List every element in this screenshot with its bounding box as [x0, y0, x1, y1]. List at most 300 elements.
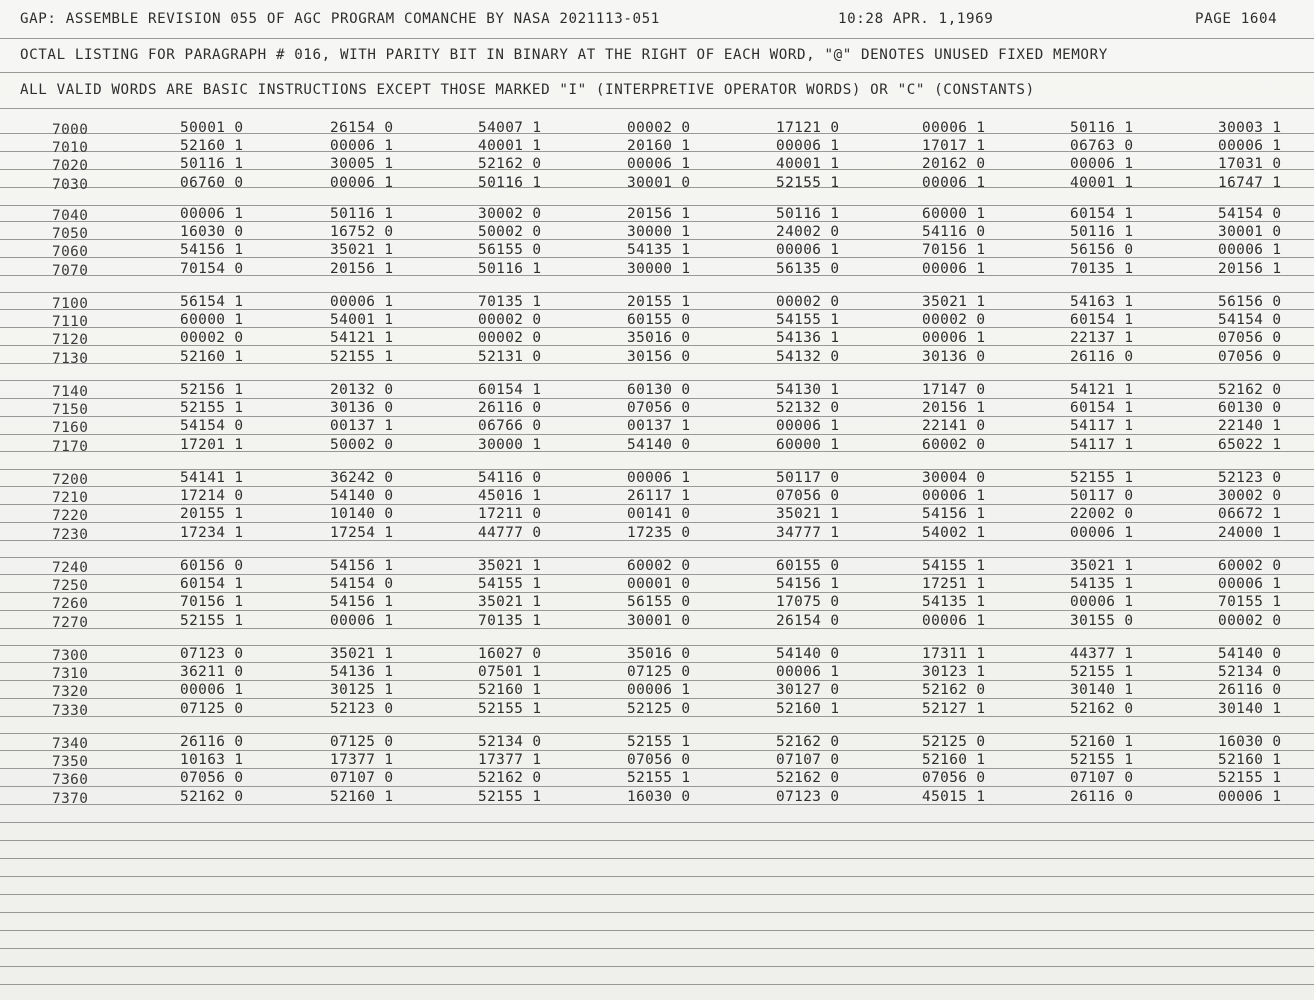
octal-word-cell: 20132 0 [330, 382, 394, 398]
octal-word-cell: 54116 0 [922, 224, 986, 241]
octal-word-cell: 40001 1 [776, 156, 840, 173]
octal-word-cell: 60154 1 [1070, 312, 1134, 329]
octal-word-cell: 60000 1 [180, 312, 244, 329]
octal-word-cell: 30140 1 [1070, 682, 1134, 699]
octal-word-cell: 50116 1 [330, 206, 394, 222]
table-row [0, 418, 1314, 436]
octal-word-cell: 26154 0 [330, 120, 394, 136]
octal-word-cell: 00002 0 [922, 312, 986, 329]
octal-word-cell: 50116 1 [180, 156, 244, 173]
octal-word-cell: 50116 1 [478, 174, 542, 191]
octal-word-cell: 22141 0 [922, 418, 986, 435]
octal-word-cell: 00002 0 [1218, 612, 1282, 629]
row-address: 7050 [52, 226, 89, 243]
octal-word-cell: 54156 1 [776, 576, 840, 593]
octal-word-cell: 40001 1 [478, 138, 542, 155]
octal-word-cell: 54121 1 [330, 330, 394, 347]
row-address: 7030 [52, 176, 89, 193]
octal-word-cell: 52160 1 [1218, 752, 1282, 769]
table-row [0, 646, 1314, 664]
octal-word-cell: 00006 1 [180, 206, 244, 222]
octal-word-cell: 00002 0 [478, 312, 542, 329]
octal-word-cell: 07107 0 [330, 770, 394, 787]
octal-word-cell: 30001 0 [1218, 224, 1282, 241]
octal-word-cell: 52160 1 [478, 682, 542, 699]
table-row [0, 525, 1314, 543]
octal-word-cell: 70154 0 [180, 260, 244, 277]
octal-word-cell: 54154 0 [1218, 312, 1282, 329]
octal-word-cell: 52155 1 [180, 612, 244, 629]
octal-word-cell: 60154 1 [478, 382, 542, 398]
octal-word-cell: 60155 0 [776, 558, 840, 574]
octal-word-cell: 00006 1 [922, 120, 986, 136]
octal-word-cell: 54121 1 [1070, 382, 1134, 398]
row-address: 7210 [52, 490, 89, 507]
octal-word-cell: 07123 0 [180, 646, 244, 662]
octal-word-cell: 00006 1 [627, 156, 691, 173]
row-address: 7060 [52, 244, 89, 261]
octal-word-cell: 52162 0 [1218, 382, 1282, 398]
octal-word-cell: 54156 1 [180, 242, 244, 259]
octal-word-cell: 06766 0 [478, 418, 542, 435]
table-row [0, 701, 1314, 719]
octal-word-cell: 30001 0 [627, 174, 691, 191]
table-row [0, 156, 1314, 174]
octal-word-cell: 54132 0 [776, 348, 840, 365]
octal-word-cell: 07107 0 [1070, 770, 1134, 787]
row-address: 7140 [52, 384, 89, 400]
octal-word-cell: 54007 1 [478, 120, 542, 136]
header-page-number: PAGE 1604 [1195, 11, 1278, 27]
octal-word-cell: 54116 0 [478, 470, 542, 486]
row-address: 7040 [52, 208, 89, 224]
octal-word-cell: 50002 0 [330, 436, 394, 453]
table-row [0, 206, 1314, 224]
octal-word-cell: 26116 0 [478, 400, 542, 417]
octal-word-cell: 00141 0 [627, 506, 691, 523]
octal-word-cell: 52127 1 [922, 700, 986, 717]
octal-word-cell: 00006 1 [922, 612, 986, 629]
octal-word-cell: 07125 0 [330, 734, 394, 750]
octal-word-cell: 52134 0 [478, 734, 542, 750]
octal-word-cell: 35016 0 [627, 646, 691, 662]
octal-word-cell: 00137 1 [330, 418, 394, 435]
row-address: 7010 [52, 140, 89, 157]
octal-word-cell: 52132 0 [776, 400, 840, 417]
octal-word-cell: 00006 1 [627, 682, 691, 699]
octal-word-cell: 17377 1 [330, 752, 394, 769]
octal-word-cell: 54135 1 [627, 242, 691, 259]
octal-word-cell: 52162 0 [922, 682, 986, 699]
octal-word-cell: 00006 1 [1070, 524, 1134, 541]
octal-word-cell: 54117 1 [1070, 418, 1134, 435]
octal-word-cell: 35021 1 [478, 594, 542, 611]
octal-word-cell: 60130 0 [627, 382, 691, 398]
octal-word-cell: 20155 1 [627, 294, 691, 310]
row-address: 7230 [52, 526, 89, 543]
octal-word-cell: 50116 1 [1070, 224, 1134, 241]
octal-word-cell: 07501 1 [478, 664, 542, 681]
octal-word-cell: 06760 0 [180, 174, 244, 191]
octal-word-cell: 60156 0 [180, 558, 244, 574]
octal-word-cell: 20160 1 [627, 138, 691, 155]
header-listing-description: OCTAL LISTING FOR PARAGRAPH # 016, WITH PARITY BIT IN BINARY AT THE RIGHT OF EACH WORD, "@" DENOTES UNUSED FIXED MEMORY [20, 47, 1108, 63]
octal-word-cell: 07125 0 [180, 700, 244, 717]
octal-word-cell: 00006 1 [330, 612, 394, 629]
octal-word-cell: 54156 1 [330, 594, 394, 611]
octal-word-cell: 54156 1 [330, 558, 394, 574]
table-row [0, 400, 1314, 418]
octal-word-cell: 40001 1 [1070, 174, 1134, 191]
octal-word-cell: 52125 0 [627, 700, 691, 717]
octal-word-cell: 45015 1 [922, 788, 986, 805]
octal-word-cell: 52162 0 [478, 770, 542, 787]
octal-word-cell: 00006 1 [922, 260, 986, 277]
octal-word-cell: 52155 1 [478, 788, 542, 805]
octal-word-cell: 54154 0 [1218, 206, 1282, 222]
octal-word-cell: 16030 0 [1218, 734, 1282, 750]
row-address: 7020 [52, 158, 89, 175]
table-row [0, 594, 1314, 612]
octal-word-cell: 30136 0 [330, 400, 394, 417]
octal-word-cell: 00006 1 [776, 664, 840, 681]
octal-word-cell: 54156 1 [922, 506, 986, 523]
octal-word-cell: 30004 0 [922, 470, 986, 486]
octal-word-cell: 35021 1 [776, 506, 840, 523]
octal-word-cell: 35021 1 [922, 294, 986, 310]
octal-word-cell: 52162 0 [1070, 700, 1134, 717]
octal-word-cell: 52162 0 [180, 788, 244, 805]
octal-word-cell: 50116 1 [776, 206, 840, 222]
octal-word-cell: 16030 0 [627, 788, 691, 805]
octal-word-cell: 54130 1 [776, 382, 840, 398]
octal-word-cell: 54140 0 [330, 488, 394, 505]
octal-word-cell: 20155 1 [180, 506, 244, 523]
octal-word-cell: 16747 1 [1218, 174, 1282, 191]
octal-word-cell: 54002 1 [922, 524, 986, 541]
octal-word-cell: 00006 1 [330, 138, 394, 155]
octal-word-cell: 56156 0 [1070, 242, 1134, 259]
octal-word-cell: 70135 1 [1070, 260, 1134, 277]
octal-word-cell: 30136 0 [922, 348, 986, 365]
table-row [0, 734, 1314, 752]
octal-word-cell: 17235 0 [627, 524, 691, 541]
octal-word-cell: 30002 0 [478, 206, 542, 222]
octal-word-cell: 54117 1 [1070, 436, 1134, 453]
octal-word-cell: 00006 1 [627, 470, 691, 486]
octal-word-cell: 35021 1 [330, 242, 394, 259]
octal-word-cell: 07056 0 [922, 770, 986, 787]
row-address: 7170 [52, 438, 89, 455]
octal-word-cell: 52125 0 [922, 734, 986, 750]
octal-word-cell: 22140 1 [1218, 418, 1282, 435]
row-address: 7220 [52, 508, 89, 525]
octal-word-cell: 54140 0 [627, 436, 691, 453]
octal-word-cell: 00006 1 [1218, 788, 1282, 805]
row-address: 7150 [52, 402, 89, 419]
octal-word-cell: 20156 1 [1218, 260, 1282, 277]
octal-word-cell: 35021 1 [478, 558, 542, 574]
octal-word-cell: 26116 0 [1070, 348, 1134, 365]
octal-word-cell: 50117 0 [1070, 488, 1134, 505]
octal-word-cell: 45016 1 [478, 488, 542, 505]
octal-word-cell: 54135 1 [1070, 576, 1134, 593]
octal-word-cell: 52160 1 [180, 348, 244, 365]
octal-word-cell: 52155 1 [627, 770, 691, 787]
row-address: 7120 [52, 332, 89, 349]
octal-word-cell: 52155 1 [330, 348, 394, 365]
octal-word-cell: 07056 0 [627, 400, 691, 417]
octal-word-cell: 34777 1 [776, 524, 840, 541]
table-row [0, 789, 1314, 807]
table-row [0, 224, 1314, 242]
header-timestamp: 10:28 APR. 1,1969 [838, 11, 994, 27]
octal-word-cell: 17075 0 [776, 594, 840, 611]
octal-word-cell: 50116 1 [478, 260, 542, 277]
octal-word-cell: 35021 1 [1070, 558, 1134, 574]
octal-word-cell: 17121 0 [776, 120, 840, 136]
table-row [0, 330, 1314, 348]
octal-word-cell: 30000 1 [627, 224, 691, 241]
table-row [0, 175, 1314, 193]
octal-word-cell: 24002 0 [776, 224, 840, 241]
row-address: 7200 [52, 472, 89, 488]
octal-word-cell: 20156 1 [922, 400, 986, 417]
octal-word-cell: 52123 0 [1218, 470, 1282, 486]
octal-word-cell: 10163 1 [180, 752, 244, 769]
row-address: 7310 [52, 666, 89, 683]
octal-word-cell: 56155 0 [627, 594, 691, 611]
table-row [0, 576, 1314, 594]
octal-word-cell: 65022 1 [1218, 436, 1282, 453]
octal-word-cell: 00006 1 [1218, 138, 1282, 155]
octal-word-cell: 35016 0 [627, 330, 691, 347]
table-row [0, 613, 1314, 631]
octal-word-cell: 17251 1 [922, 576, 986, 593]
row-address: 7350 [52, 754, 89, 771]
octal-word-cell: 30001 0 [627, 612, 691, 629]
octal-word-cell: 60154 1 [1070, 400, 1134, 417]
octal-word-cell: 56156 0 [1218, 294, 1282, 310]
octal-word-cell: 56135 0 [776, 260, 840, 277]
octal-word-cell: 54155 1 [776, 312, 840, 329]
row-address: 7370 [52, 790, 89, 807]
octal-word-cell: 07125 0 [627, 664, 691, 681]
table-row [0, 470, 1314, 488]
octal-word-cell: 50116 1 [1070, 120, 1134, 136]
octal-word-cell: 07056 0 [1218, 348, 1282, 365]
octal-word-cell: 07123 0 [776, 788, 840, 805]
row-address: 7260 [52, 596, 89, 613]
row-address: 7300 [52, 648, 89, 664]
octal-word-cell: 30156 0 [627, 348, 691, 365]
octal-word-cell: 60154 1 [1070, 206, 1134, 222]
octal-word-cell: 06672 1 [1218, 506, 1282, 523]
octal-word-cell: 00006 1 [1070, 594, 1134, 611]
table-row [0, 437, 1314, 455]
octal-word-cell: 20156 1 [330, 260, 394, 277]
table-row [0, 506, 1314, 524]
row-address: 7330 [52, 702, 89, 719]
table-row [0, 770, 1314, 788]
octal-word-cell: 60000 1 [922, 206, 986, 222]
table-row [0, 312, 1314, 330]
row-address: 7240 [52, 560, 89, 576]
octal-word-cell: 30002 0 [1218, 488, 1282, 505]
octal-word-cell: 50001 0 [180, 120, 244, 136]
octal-word-cell: 60002 0 [1218, 558, 1282, 574]
row-address: 7160 [52, 420, 89, 437]
octal-word-cell: 52155 1 [1070, 664, 1134, 681]
octal-word-cell: 00006 1 [1218, 242, 1282, 259]
octal-word-cell: 54155 1 [922, 558, 986, 574]
row-address: 7270 [52, 614, 89, 631]
octal-word-cell: 17311 1 [922, 646, 986, 662]
table-row [0, 664, 1314, 682]
octal-word-cell: 52155 1 [776, 174, 840, 191]
octal-word-cell: 52162 0 [776, 770, 840, 787]
octal-word-cell: 00006 1 [776, 138, 840, 155]
row-address: 7100 [52, 296, 89, 312]
octal-word-cell: 26154 0 [776, 612, 840, 629]
octal-word-cell: 26116 0 [1070, 788, 1134, 805]
octal-word-cell: 00006 1 [330, 294, 394, 310]
octal-word-cell: 17211 0 [478, 506, 542, 523]
octal-word-cell: 60002 0 [922, 436, 986, 453]
octal-word-cell: 30140 1 [1218, 700, 1282, 717]
octal-word-cell: 24000 1 [1218, 524, 1282, 541]
octal-word-cell: 44377 1 [1070, 646, 1134, 662]
octal-word-cell: 52155 1 [1218, 770, 1282, 787]
octal-word-cell: 52160 1 [922, 752, 986, 769]
octal-word-cell: 00002 0 [627, 120, 691, 136]
octal-word-cell: 06763 0 [1070, 138, 1134, 155]
octal-word-cell: 00002 0 [180, 330, 244, 347]
row-address: 7250 [52, 578, 89, 595]
octal-word-cell: 54001 1 [330, 312, 394, 329]
octal-word-cell: 16030 0 [180, 224, 244, 241]
octal-word-cell: 26117 1 [627, 488, 691, 505]
octal-word-cell: 17234 1 [180, 524, 244, 541]
octal-word-cell: 52160 1 [180, 138, 244, 155]
octal-word-cell: 17377 1 [478, 752, 542, 769]
octal-word-cell: 60000 1 [776, 436, 840, 453]
octal-word-cell: 60130 0 [1218, 400, 1282, 417]
octal-word-cell: 00006 1 [330, 174, 394, 191]
octal-word-cell: 54154 0 [180, 418, 244, 435]
table-row [0, 138, 1314, 156]
octal-word-cell: 00006 1 [922, 330, 986, 347]
octal-word-cell: 52155 1 [1070, 470, 1134, 486]
octal-word-cell: 60154 1 [180, 576, 244, 593]
octal-word-cell: 70156 1 [922, 242, 986, 259]
octal-word-cell: 22002 0 [1070, 506, 1134, 523]
octal-word-cell: 52162 0 [776, 734, 840, 750]
row-address: 7320 [52, 684, 89, 701]
octal-word-cell: 17214 0 [180, 488, 244, 505]
row-address: 7360 [52, 772, 89, 789]
octal-word-cell: 56155 0 [478, 242, 542, 259]
table-row [0, 242, 1314, 260]
octal-word-cell: 10140 0 [330, 506, 394, 523]
octal-word-cell: 30155 0 [1070, 612, 1134, 629]
octal-word-cell: 00137 1 [627, 418, 691, 435]
octal-word-cell: 52155 1 [627, 734, 691, 750]
octal-word-cell: 07056 0 [180, 770, 244, 787]
octal-word-cell: 52134 0 [1218, 664, 1282, 681]
octal-word-cell: 60002 0 [627, 558, 691, 574]
table-row [0, 682, 1314, 700]
octal-word-cell: 52123 0 [330, 700, 394, 717]
octal-word-cell: 70156 1 [180, 594, 244, 611]
header-validity-note: ALL VALID WORDS ARE BASIC INSTRUCTIONS EXCEPT THOSE MARKED "I" (INTERPRETIVE OPERATOR WORDS) OR "C" (CONSTANTS) [20, 82, 1035, 98]
octal-word-cell: 35021 1 [330, 646, 394, 662]
octal-word-cell: 52155 1 [1070, 752, 1134, 769]
table-row [0, 752, 1314, 770]
octal-word-cell: 07056 0 [776, 488, 840, 505]
octal-word-cell: 26116 0 [1218, 682, 1282, 699]
table-row [0, 558, 1314, 576]
octal-word-cell: 30123 1 [922, 664, 986, 681]
octal-word-cell: 00006 1 [1070, 156, 1134, 173]
octal-word-cell: 52160 1 [776, 700, 840, 717]
octal-word-cell: 00006 1 [922, 488, 986, 505]
octal-word-cell: 36242 0 [330, 470, 394, 486]
octal-word-cell: 54154 0 [330, 576, 394, 593]
octal-word-cell: 50002 0 [478, 224, 542, 241]
octal-word-cell: 52162 0 [478, 156, 542, 173]
octal-word-cell: 50117 0 [776, 470, 840, 486]
octal-word-cell: 17147 0 [922, 382, 986, 398]
octal-word-cell: 54136 1 [776, 330, 840, 347]
octal-word-cell: 17254 1 [330, 524, 394, 541]
octal-word-cell: 17201 1 [180, 436, 244, 453]
table-row [0, 382, 1314, 400]
octal-word-cell: 20156 1 [627, 206, 691, 222]
row-address: 7110 [52, 314, 89, 331]
octal-word-cell: 30125 1 [330, 682, 394, 699]
octal-word-cell: 54135 1 [922, 594, 986, 611]
octal-word-cell: 30005 1 [330, 156, 394, 173]
octal-word-cell: 54155 1 [478, 576, 542, 593]
octal-word-cell: 52160 1 [1070, 734, 1134, 750]
octal-word-cell: 00006 1 [776, 418, 840, 435]
octal-word-cell: 00006 1 [922, 174, 986, 191]
octal-word-cell: 16752 0 [330, 224, 394, 241]
octal-word-cell: 54141 1 [180, 470, 244, 486]
octal-word-cell: 07056 0 [1218, 330, 1282, 347]
octal-word-cell: 52131 0 [478, 348, 542, 365]
octal-word-cell: 30000 1 [478, 436, 542, 453]
octal-word-cell: 20162 0 [922, 156, 986, 173]
table-row [0, 120, 1314, 138]
octal-word-cell: 00006 1 [1218, 576, 1282, 593]
octal-word-cell: 07107 0 [776, 752, 840, 769]
row-address: 7340 [52, 736, 89, 752]
octal-word-cell: 44777 0 [478, 524, 542, 541]
octal-word-cell: 30003 1 [1218, 120, 1282, 136]
octal-word-cell: 07056 0 [627, 752, 691, 769]
octal-word-cell: 54136 1 [330, 664, 394, 681]
octal-word-cell: 52156 1 [180, 382, 244, 398]
octal-word-cell: 52160 1 [330, 788, 394, 805]
table-row [0, 488, 1314, 506]
octal-word-cell: 00002 0 [776, 294, 840, 310]
octal-word-cell: 17017 1 [922, 138, 986, 155]
row-address: 7130 [52, 350, 89, 367]
table-row [0, 349, 1314, 367]
octal-word-cell: 54140 0 [776, 646, 840, 662]
